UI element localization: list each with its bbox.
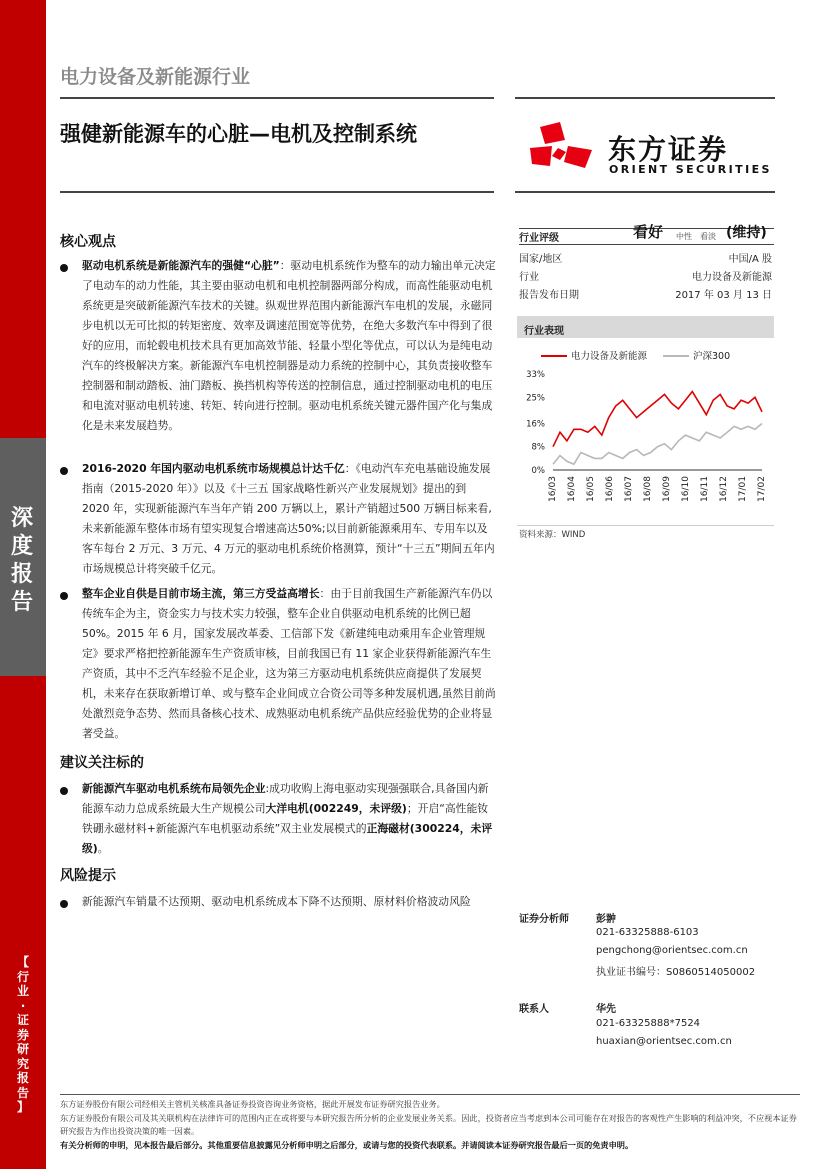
x-tick-label: 16/12 xyxy=(719,476,729,502)
region-value: 中国/A 股 xyxy=(728,254,772,265)
logo-name-en: ORIENT SECURITIES xyxy=(609,163,772,176)
legend-label: 电力设备及新能源 xyxy=(571,351,648,362)
x-tick-label: 16/11 xyxy=(700,476,710,502)
analyst-license: 执业证书编号：S0860514050002 xyxy=(596,967,756,978)
title-divider xyxy=(60,191,494,193)
y-tick-label: 0% xyxy=(531,466,545,476)
risk-paragraph: 新能源汽车销量不达预期、驱动电机系统成本下降不达预期、原材料价格波动风险 xyxy=(82,895,471,908)
footer-divider xyxy=(60,1094,800,1095)
category-label: 【 行 业 · 证 券 研 究 报 告 】 xyxy=(16,955,29,1114)
x-tick-label: 17/01 xyxy=(738,476,748,502)
x-tick-label: 16/10 xyxy=(681,476,691,502)
orient-logo-icon xyxy=(530,122,600,172)
report-type-label: 深 度 报 告 xyxy=(10,506,35,615)
footer-line-2: 东方证券股份有限公司及其关联机构在法律许可的范围内正在或将要与本研究报告所分析的企业发展业务关系。因此，投资者应当考虑到本公司可能存在对报告的客观性产生影响的利益冲突，不应视本证券研究报告为作出投资决策的唯一因素。 xyxy=(60,1113,797,1136)
report-title: 强健新能源车的心脏—电机及控制系统 xyxy=(60,122,417,146)
y-tick-label: 16% xyxy=(526,419,545,430)
x-tick-label: 17/02 xyxy=(757,476,767,502)
analyst-email[interactable]: pengchong@orientsec.com.cn xyxy=(596,945,748,956)
x-tick-label: 16/09 xyxy=(662,476,672,502)
analyst-role: 证券分析师 xyxy=(519,914,569,925)
legend-label: 沪深300 xyxy=(693,351,731,362)
bullet xyxy=(60,467,68,475)
contact-email[interactable]: huaxian@orientsec.com.cn xyxy=(596,1036,732,1047)
core-heading: 核心观点 xyxy=(60,234,116,250)
x-tick-label: 16/07 xyxy=(624,476,634,502)
title-divider-right xyxy=(515,191,775,193)
industry-key: 行业 xyxy=(519,272,539,283)
core-paragraph-2: 2016-2020 年国内驱动电机系统市场规模总计达千亿：《电动汽车充电基础设施发展指南（2015-2020 年）》以及《十三五 国家战略性新兴产业发展规划》提出的到 2020 年，实现新能源汽车当年产销 200 万辆以上，累计产销超过500 万辆目标来看,未来新能源车整体市场有望实现复合增速高达50%;以目前新能源乘用车、专用车以及客车每台 2 万元、3 万元、4 万元的驱动电机系统价格测算，预计“十三五”期间五年内市场规模总计将突破千亿元。 xyxy=(82,462,495,575)
footer-line-3: 有关分析师的申明，见本报告最后部分。其他重要信息披露见分析师申明之后部分，或请与您的投资代表联系。并请阅读本证券研究报告最后一页的免责申明。 xyxy=(60,1140,634,1150)
x-tick-label: 16/03 xyxy=(548,476,558,502)
performance-chart xyxy=(517,340,774,525)
header-divider xyxy=(60,97,494,99)
analyst-name: 彭翀 xyxy=(596,914,616,925)
x-tick-label: 16/06 xyxy=(605,476,615,502)
contact-role: 联系人 xyxy=(519,1004,549,1015)
region-key: 国家/地区 xyxy=(519,254,563,265)
chart-bottom-line xyxy=(517,525,774,526)
rating-neutral: 中性 xyxy=(676,232,692,241)
date-key: 报告发布日期 xyxy=(519,290,579,301)
series-line xyxy=(553,424,762,465)
rating-line xyxy=(519,244,774,245)
y-tick-label: 25% xyxy=(526,393,545,404)
core-paragraph-3: 整车企业自供是目前市场主流，第三方受益高增长：由于目前我国生产新能源汽车仍以传统车企为主，资金实力与技术实力较强，整车企业自供驱动电机系统的比例已超 50%。2015 年 6 月，国家发展改革委、工信部下发《新建纯电动乘用车企业管理规定》要求严格把控新能源车生产资质审核，目前我国已有 11 家企业获得新能源汽车生产资质，其中不乏汽车经验不足企业，这为第三方驱动电机系统供应商提供了发展契机，未来存在获取新增订单、或与整车企业间成立合资公司等多种发展机遇,虽然目前尚处激烈竞争态势、然而具备核心技术、成熟驱动电机系统产品供应经验优势的企业将显著受益。 xyxy=(82,587,496,740)
date-value: 2017 年 03 月 13 日 xyxy=(675,290,772,301)
targets-heading: 建议关注标的 xyxy=(60,755,144,771)
header-divider-right xyxy=(515,97,775,99)
risk-heading: 风险提示 xyxy=(60,868,116,884)
rating-label: 行业评级 xyxy=(519,233,559,244)
footer-line-1: 东方证券股份有限公司经相关主管机关核准具备证券投资咨询业务资格，据此开展发布证券研究报告业务。 xyxy=(60,1099,445,1109)
rating-bearish: 看淡 xyxy=(700,232,716,241)
contact-name: 华先 xyxy=(596,1004,616,1015)
contact-phone: 021-63325888*7524 xyxy=(596,1018,701,1029)
y-tick-label: 8% xyxy=(531,442,545,453)
sector-title: 电力设备及新能源行业 xyxy=(60,66,251,88)
bullet xyxy=(60,264,68,272)
rating-value: 看好 xyxy=(633,223,664,241)
logo-name-cn: 东方证券 xyxy=(608,133,729,166)
bullet xyxy=(60,787,68,795)
x-tick-label: 16/04 xyxy=(567,476,577,502)
core-paragraph-1: 驱动电机系统是新能源汽车的强健“心脏”：驱动电机系统作为整车的动力输出单元决定了电动车的动力性能，其主要由驱动电机和电机控制器两部分构成，而高性能驱动电机系统更是突破新能源汽车技术的关键。纵观世界范围内新能源汽车电机的发展，永磁同步电机以无可比拟的转矩密度、效率及调速范围宽等优势，在绝大多数汽车中得到了很好的应用，而轮毂电机技术具有更加高效节能、轻量小型化等优点，可以认为是纯电动汽车的终极解决方案。新能源汽车电机控制器是动力系统的控制中心，其负责接收整车控制器和制动踏板、油门踏板、换挡机构等传送的控制信息，通过控制驱动电机的电压和电流对驱动电机转速、转矩、转向进行控制。驱动电机系统关键元器件国产化与集成化是未来发展趋势。 xyxy=(82,259,496,432)
bullet xyxy=(60,592,68,600)
bullet xyxy=(60,900,68,908)
x-tick-label: 16/05 xyxy=(586,476,596,502)
performance-title: 行业表现 xyxy=(524,326,564,337)
rating-maintain: (维持) xyxy=(726,225,767,241)
y-tick-label: 33% xyxy=(526,370,545,380)
chart-source: 资料来源：WIND xyxy=(519,530,586,540)
series-line xyxy=(553,392,762,447)
targets-paragraph: 新能源汽车驱动电机系统布局领先企业:成功收购上海电驱动实现强强联合,具备国内新能源车动力总成系统最大生产规模公司大洋电机(002249，未评级)；开启“高性能钕铁硼永磁材料+新能源汽车电机驱动系统”双主业发展模式的正海磁材(300224，未评级)。 xyxy=(82,782,493,855)
industry-value: 电力设备及新能源 xyxy=(692,272,772,283)
analyst-phone: 021-63325888-6103 xyxy=(596,927,699,938)
x-tick-label: 16/08 xyxy=(643,476,653,502)
